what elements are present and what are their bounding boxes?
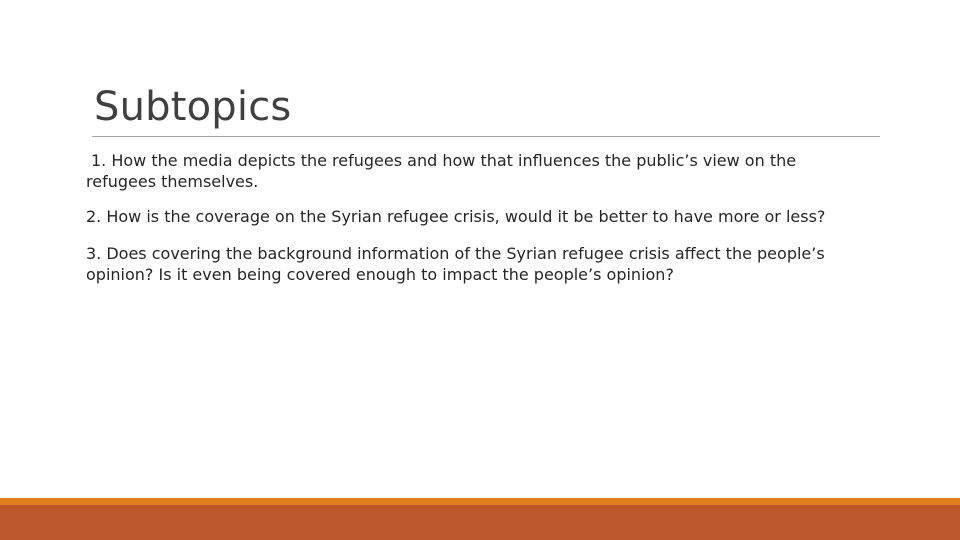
footer-accent-stripe (0, 498, 960, 505)
subtopic-3: 3. Does covering the background information of the Syrian refugee crisis affect the people’s opinion? Is it even being covered enough to impact the people’s opinion? (86, 244, 825, 284)
title-divider (92, 136, 880, 137)
subtopic-1: 1. How the media depicts the refugees and how that influences the public’s view on the refugees themselves. (86, 151, 797, 191)
slide-title: Subtopics (94, 84, 292, 130)
footer-band (0, 505, 960, 540)
subtopic-2: 2. How is the coverage on the Syrian refugee crisis, would it be better to have more or less? (86, 207, 826, 226)
